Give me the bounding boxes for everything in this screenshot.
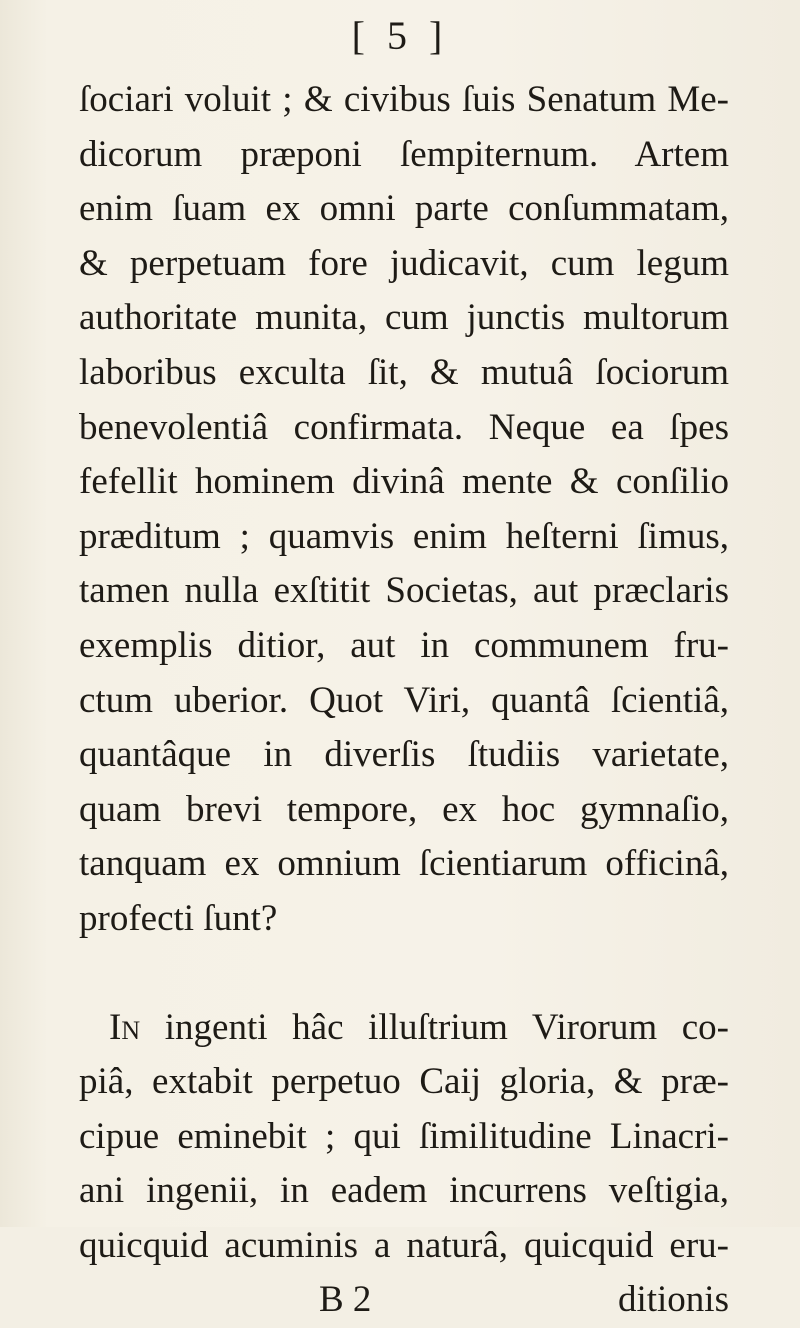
text-line: fefellit hominem divinâ mente & conſilio <box>79 461 729 503</box>
text-line: profecti ſunt? <box>79 897 278 939</box>
text-line: dicorum præponi ſempiternum. Artem <box>79 133 729 175</box>
line-text: ingenti hâc illuſtrium Virorum co- <box>140 1006 729 1048</box>
text-line: exemplis ditior, aut in communem fru- <box>79 624 729 666</box>
text-line <box>79 1001 729 1056</box>
text-line: laboribus exculta ſit, & mutuâ ſociorum <box>79 351 729 393</box>
small-caps-text: n <box>121 1006 141 1048</box>
text-line: cipue eminebit ; qui ſimilitudine Linacri- <box>79 1115 729 1157</box>
text-block <box>79 73 729 1328</box>
text-line: ſociari voluit ; & civibus ſuis Senatum Me- <box>79 79 729 120</box>
signature-mark: B 2 <box>319 1279 372 1321</box>
text-line: benevolentiâ confirmata. Neque ea ſpes <box>79 406 729 448</box>
text-line: authoritate munita, cum junctis multorum <box>79 297 729 339</box>
page-footer <box>79 1273 729 1328</box>
text-line: quicquid acuminis a naturâ, quicquid eru- <box>79 1224 729 1266</box>
initial-letter: I <box>109 1006 122 1048</box>
text-line: quantâque in diverſis ſtudiis varietate, <box>79 734 729 776</box>
text-line: ani ingenii, in eadem incurrens veſtigia, <box>79 1170 729 1212</box>
text-line: piâ, extabit perpetuo Caij gloria, & præ- <box>79 1061 729 1103</box>
text-line: præditum ; quamvis enim heſterni ſimus, <box>79 515 729 557</box>
text-line: tanquam ex omnium ſcientiarum officinâ, <box>79 843 729 885</box>
catchword: ditionis <box>617 1279 729 1321</box>
text-line: quam brevi tempore, ex hoc gymnaſio, <box>79 788 729 830</box>
text-line: & perpetuam fore judicavit, cum legum <box>79 242 729 284</box>
page-number: [ 5 ] <box>351 13 449 58</box>
text-line: ctum uberior. Quot Viri, quantâ ſcientiâ, <box>79 679 729 721</box>
text-line: tamen nulla exſtitit Societas, aut præclaris <box>79 570 729 612</box>
text-line: enim ſuam ex omni parte conſummatam, <box>79 188 729 230</box>
paragraph-gap <box>79 947 729 1001</box>
